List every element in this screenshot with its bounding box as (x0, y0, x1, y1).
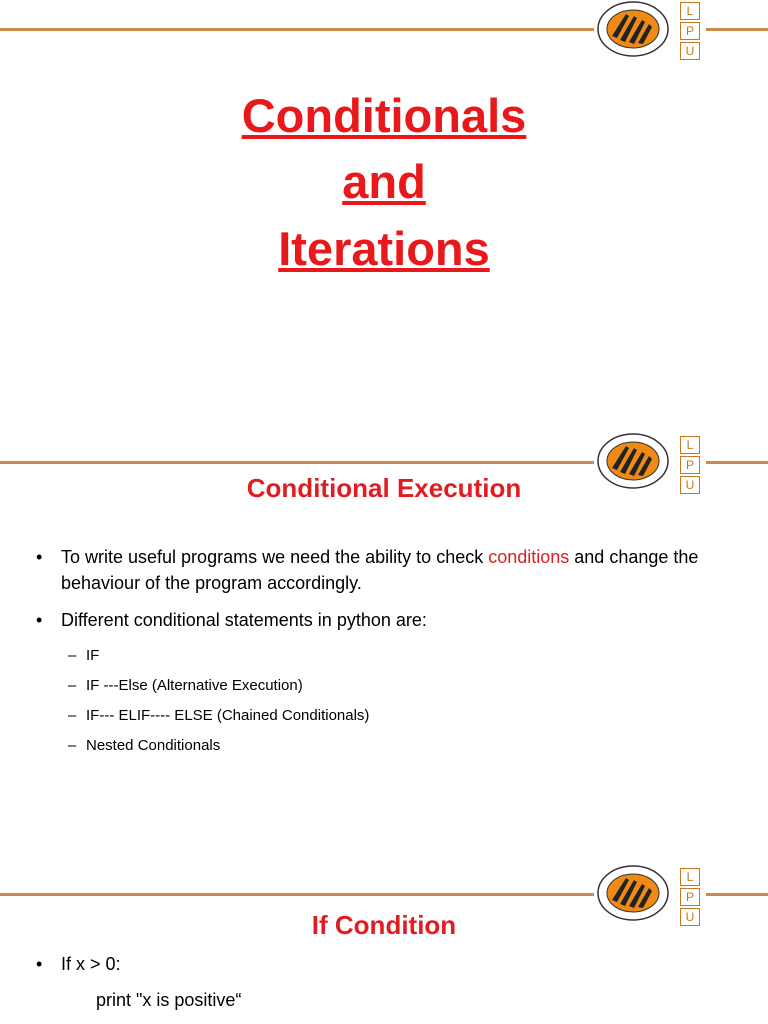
bullet-dot: • (36, 610, 43, 630)
sub-item: – Nested Conditionals (68, 737, 221, 754)
slide-heading: If Condition (311, 910, 457, 940)
sub-item: – IF (68, 647, 100, 664)
title-line-1: Conditionals (241, 89, 527, 142)
header-rule-right (706, 461, 768, 464)
bullet-dot: • (36, 547, 43, 567)
logo-letter-u: U (680, 476, 700, 494)
logo-letter-u: U (680, 42, 700, 60)
sub-item-text: IF (86, 647, 100, 664)
header-rule-left (0, 893, 594, 896)
title-line-3: Iterations (278, 222, 490, 275)
sub-item: – IF ---Else (Alternative Execution) (68, 677, 303, 694)
slide-2 (0, 430, 768, 862)
title-line-2: and (342, 155, 426, 208)
bullet-text: To write useful programs we need the ability to check conditions and change the behaviour of the program accordingly. (61, 547, 699, 593)
bullet-text: Different conditional statements in python are: (61, 610, 427, 630)
bullet-item (36, 544, 726, 596)
slide-1 (0, 0, 768, 430)
header-rule-left (0, 461, 594, 464)
slide-3 (0, 862, 768, 1024)
sub-item-text: IF--- ELIF---- ELSE (Chained Conditionals) (86, 707, 370, 724)
logo-letter-p: P (680, 456, 700, 474)
slide-heading: Conditional Execution (246, 473, 522, 503)
university-seal-icon (596, 0, 670, 58)
lpu-logo (680, 2, 700, 62)
logo-letter-l: L (680, 436, 700, 454)
bullet-dot: • (36, 954, 43, 974)
bullet-item (36, 607, 726, 633)
logo-letter-l: L (680, 868, 700, 886)
logo-letter-l: L (680, 2, 700, 20)
logo-letter-p: P (680, 888, 700, 906)
bullet-text: If x > 0: (61, 954, 121, 974)
sub-item: – IF--- ELIF---- ELSE (Chained Conditionals) (68, 707, 370, 724)
code-line: print "x is positive“ (96, 990, 242, 1010)
logo-letter-u: U (680, 908, 700, 926)
header-rule-right (706, 28, 768, 31)
highlight-conditions: conditions (488, 547, 570, 567)
sub-item-text: IF ---Else (Alternative Execution) (86, 677, 303, 694)
logo-letter-p: P (680, 22, 700, 40)
header-rule-left (0, 28, 594, 31)
header-rule-right (706, 893, 768, 896)
sub-item-text: Nested Conditionals (86, 737, 221, 754)
bullet-item (36, 951, 726, 977)
